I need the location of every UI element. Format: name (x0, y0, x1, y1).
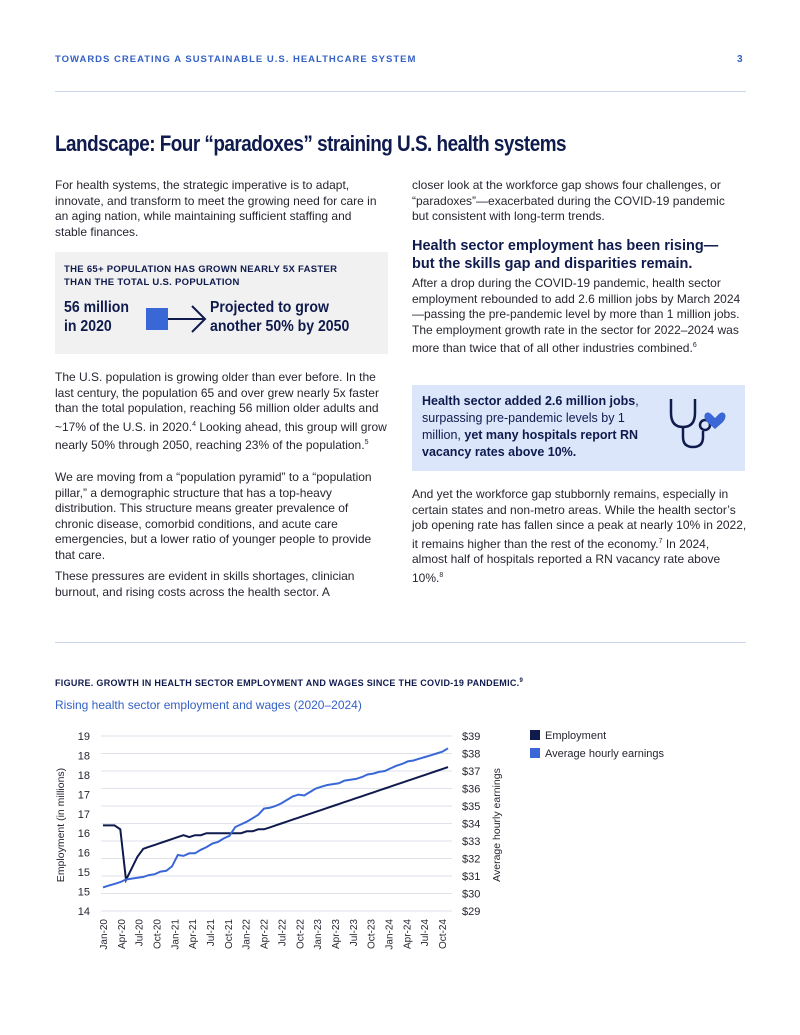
y-right-tick-label: $34 (462, 818, 481, 831)
y-axis-left-label: Employment (in millions) (55, 767, 67, 883)
page-number: 3 (737, 54, 743, 65)
aging-paragraph: The U.S. population is growing older than ever before. In the last century, the population 65 and over grew nearly 5x faster than the total population, reaching 56 million older adults and ~17% of the U.S. in 2020.$^4$ Looking ahead, this group will grow nearly 50% through 2050, reaching 23% of the population.$^5$ (55, 370, 387, 452)
x-tick-label: Jan-23 (313, 919, 325, 950)
workforce-gap-paragraph: And yet the workforce gap stubbornly remains, especially in certain states and non-metro areas. While the health sector’s job opening rate has fallen since a peak at nearly 10% in 2022, it remains higher than the rest of the economy.$^7$ In 2024, almost half of hospitals reported a RN vacancy rate above 10%.$^8$ (412, 487, 747, 585)
x-tick-label: Apr-23 (330, 919, 342, 950)
x-tick-label: Jul-23 (348, 919, 360, 947)
y-left-tick-label: 18 (77, 769, 90, 782)
y-right-tick-label: $37 (462, 766, 481, 778)
chart-gridlines (101, 736, 452, 911)
x-tick-label: Apr-22 (259, 919, 271, 950)
footnote-ref: 5 (364, 439, 369, 446)
population-callout (55, 252, 388, 354)
x-axis-ticks (99, 919, 449, 950)
y-right-tick-label: $29 (462, 906, 481, 918)
x-tick-label: Jul-24 (420, 919, 432, 947)
y-right-tick-label: $35 (462, 801, 481, 813)
y-right-tick-label: $38 (462, 748, 481, 761)
projection-2050-stat (210, 298, 349, 336)
employment-wages-chart (0, 720, 800, 980)
earnings-line (103, 748, 448, 887)
jobs-callout (412, 385, 745, 471)
y-right-tick-label: $32 (462, 853, 481, 866)
y-left-tick-label: 15 (77, 867, 90, 880)
y-axis-right-label: Average hourly earnings (491, 768, 503, 882)
x-tick-label: Apr-21 (188, 919, 200, 950)
intro-paragraph: For health systems, the strategic imperative is to adapt, innovate, and transform to meet the growing need for care in an aging nation, while maintaining sufficient staffing and stable finances. (55, 178, 377, 239)
y-left-tick-label: 17 (77, 808, 90, 821)
figure-title: FIGURE. GROWTH IN HEALTH SECTOR EMPLOYMENT AND WAGES SINCE THE COVID-19 PANDEMIC.$^9$ (55, 678, 524, 688)
x-tick-label: Oct-21 (223, 919, 235, 950)
callout-heading-line2: THAN THE TOTAL U.S. POPULATION (64, 277, 240, 288)
stat-left-line1: 56 million (64, 299, 129, 316)
callout-text: Health sector added 2.6 million jobs, surpassing pre-pandemic levels by 1 million, yet many hospitals report RN vacancy rates above 10%. (422, 394, 639, 459)
x-tick-label: Jul-21 (206, 919, 218, 947)
section-subheading: Health sector employment has been rising— but the skills gap and disparities remain. (412, 238, 719, 272)
y-right-tick-label: $33 (462, 836, 481, 848)
y-axis-left-ticks (78, 731, 90, 918)
arrow-right-icon (146, 302, 208, 334)
y-left-tick-label: 19 (77, 731, 90, 743)
footnote-ref: 9 (519, 678, 524, 684)
page-title: Landscape: Four “paradoxes” straining U.S. health systems (55, 131, 567, 156)
header-divider (55, 91, 746, 92)
footnote-ref: 7 (658, 537, 663, 545)
stat-right-line1: Projected to grow (210, 299, 329, 316)
x-tick-label: Apr-24 (402, 919, 414, 950)
y-right-tick-label: $39 (462, 731, 481, 743)
stat-right-line2: another 50% by 2050 (210, 318, 350, 335)
y-left-tick-label: 16 (77, 828, 90, 841)
footnote-ref: 8 (439, 571, 444, 579)
figure-subtitle: Rising health sector employment and wages (2020–2024) (55, 698, 362, 712)
legend-swatch (530, 748, 540, 758)
chart-legend (530, 730, 665, 760)
stethoscope-heart-icon (667, 395, 737, 453)
y-axis-right-ticks (462, 731, 480, 918)
y-right-tick-label: $36 (462, 783, 481, 796)
y-right-tick-label: $30 (462, 888, 481, 901)
x-tick-label: Jan-21 (170, 919, 182, 950)
y-left-tick-label: 15 (77, 886, 90, 899)
legend-label: Employment (545, 730, 607, 742)
y-right-tick-label: $31 (462, 871, 481, 883)
population-2020-stat (64, 298, 129, 336)
x-tick-label: Oct-20 (152, 919, 164, 950)
x-tick-label: Jul-20 (134, 919, 146, 947)
figure-divider (55, 642, 746, 643)
y-left-tick-label: 18 (77, 750, 90, 763)
y-left-tick-label: 14 (77, 906, 90, 918)
pillar-paragraph: We are moving from a “population pyramid” to a “population pillar,” a demographic structure that has a top-heavy distribution. This structure means greater prevalence of chronic disease, comorbid conditions, and acute care emergencies, but a lower ratio of younger people to provide that care. (55, 470, 372, 562)
x-tick-label: Oct-24 (438, 919, 449, 950)
x-tick-label: Jul-22 (277, 919, 289, 947)
x-tick-label: Jan-20 (99, 919, 110, 950)
employment-paragraph: After a drop during the COVID-19 pandemic, health sector employment rebounded to add 2.6 million jobs by March 2024—passing the pre-pandemic level by more than 1 million jobs. The employment growth rate in the sector for 2022–2024 was more than twice that of all other industries combined.$^6$ (412, 276, 741, 355)
x-tick-label: Jan-24 (384, 919, 396, 950)
chart-series (103, 748, 448, 887)
callout-heading (64, 263, 337, 289)
x-tick-label: Apr-20 (116, 919, 128, 950)
x-tick-label: Oct-23 (366, 919, 378, 950)
paradoxes-paragraph: closer look at the workforce gap shows four challenges, or “paradoxes”—exacerbated during the COVID-19 pandemic but consistent with long-term trends. (412, 178, 725, 223)
x-tick-label: Oct-22 (295, 919, 307, 950)
running-header: TOWARDS CREATING A SUSTAINABLE U.S. HEALTHCARE SYSTEM (55, 54, 417, 65)
stat-left-line2: in 2020 (64, 318, 112, 335)
callout-heading-line1: THE 65+ POPULATION HAS GROWN NEARLY 5X FASTER (64, 264, 338, 275)
y-left-tick-label: 17 (77, 789, 90, 802)
footnote-ref: 6 (692, 342, 697, 349)
pressures-paragraph: These pressures are evident in skills shortages, clinician burnout, and rising costs across the health sector. A (55, 569, 355, 599)
y-left-tick-label: 16 (77, 847, 90, 860)
legend-swatch (530, 730, 540, 740)
footnote-ref: 4 (192, 420, 196, 428)
legend-label: Average hourly earnings (545, 748, 665, 760)
x-tick-label: Jan-22 (241, 919, 253, 950)
